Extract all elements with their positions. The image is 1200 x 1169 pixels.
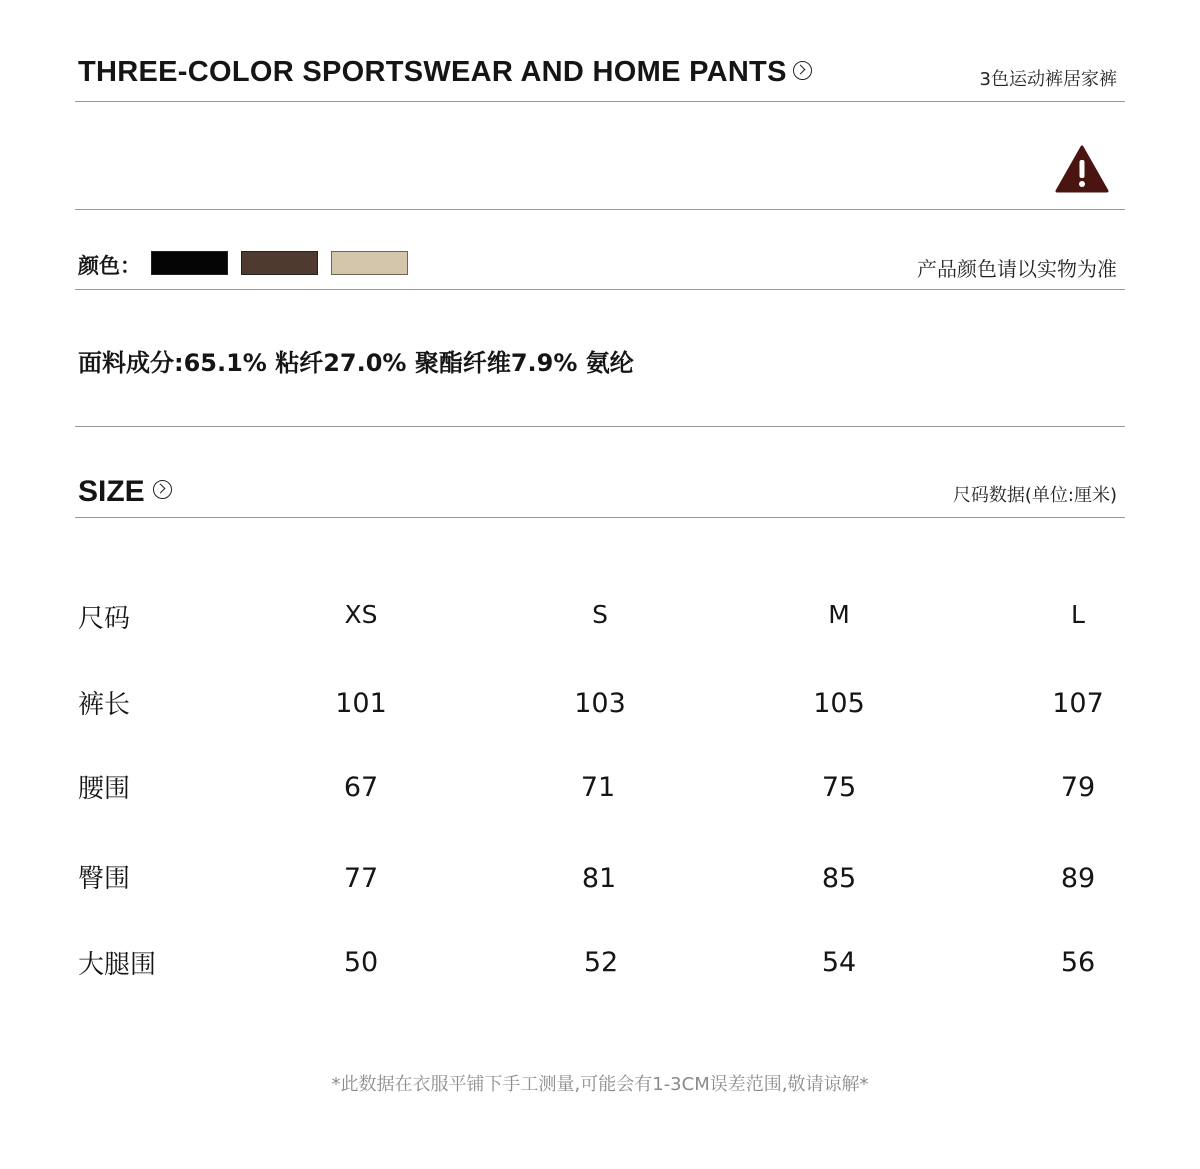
size-title bbox=[78, 475, 172, 509]
table-cell: 75 bbox=[821, 772, 857, 803]
table-cell: 107 bbox=[1052, 688, 1104, 719]
color-label: 颜色： bbox=[78, 254, 141, 278]
table-cell: 54 bbox=[821, 947, 857, 978]
table-cell: 77 bbox=[343, 863, 379, 894]
table-cell: 103 bbox=[574, 688, 626, 719]
fabric-composition: 面料成分:65.1% 粘纤27.0% 聚酯纤维7.9% 氨纶 bbox=[78, 349, 634, 377]
size-header-label: 尺码 bbox=[78, 604, 131, 634]
size-column-xs: XS bbox=[344, 600, 378, 629]
size-column-m: M bbox=[828, 600, 850, 629]
table-cell: 67 bbox=[343, 772, 379, 803]
size-title-text: SIZE bbox=[78, 475, 145, 508]
divider bbox=[75, 517, 1125, 518]
row-label-length: 裤长 bbox=[78, 690, 131, 720]
page-title bbox=[78, 56, 812, 89]
measurement-footnote: *此数据在衣服平铺下手工测量,可能会有1-3CM误差范围,敬请谅解* bbox=[331, 1074, 869, 1095]
color-swatch-black bbox=[151, 251, 228, 275]
warning-triangle-icon bbox=[1055, 145, 1109, 193]
table-cell: 79 bbox=[1060, 772, 1096, 803]
size-column-s: S bbox=[592, 600, 608, 629]
table-cell: 71 bbox=[580, 772, 616, 803]
table-cell: 105 bbox=[813, 688, 865, 719]
subtitle-cn: 3色运动裤居家裤 bbox=[979, 69, 1117, 90]
row-label-thigh: 大腿围 bbox=[78, 950, 157, 980]
color-swatch-beige bbox=[331, 251, 408, 275]
table-cell: 85 bbox=[821, 863, 857, 894]
divider bbox=[75, 426, 1125, 427]
circled-chevron-right-icon bbox=[153, 480, 172, 499]
table-cell: 50 bbox=[343, 947, 379, 978]
color-note: 产品颜色请以实物为准 bbox=[917, 257, 1117, 281]
table-cell: 81 bbox=[581, 863, 617, 894]
row-label-waist: 腰围 bbox=[78, 774, 131, 804]
circled-chevron-right-icon bbox=[793, 61, 812, 80]
color-swatch-brown bbox=[241, 251, 318, 275]
size-unit-note: 尺码数据(单位:厘米) bbox=[952, 485, 1117, 506]
table-cell: 89 bbox=[1060, 863, 1096, 894]
page-title-text: THREE-COLOR SPORTSWEAR AND HOME PANTS bbox=[78, 56, 787, 88]
table-cell: 52 bbox=[583, 947, 619, 978]
table-cell: 101 bbox=[335, 688, 387, 719]
size-column-l: L bbox=[1071, 600, 1085, 629]
divider bbox=[75, 289, 1125, 290]
row-label-hip: 臀围 bbox=[78, 864, 131, 894]
divider bbox=[75, 209, 1125, 210]
table-cell: 56 bbox=[1060, 947, 1096, 978]
divider bbox=[75, 101, 1125, 102]
